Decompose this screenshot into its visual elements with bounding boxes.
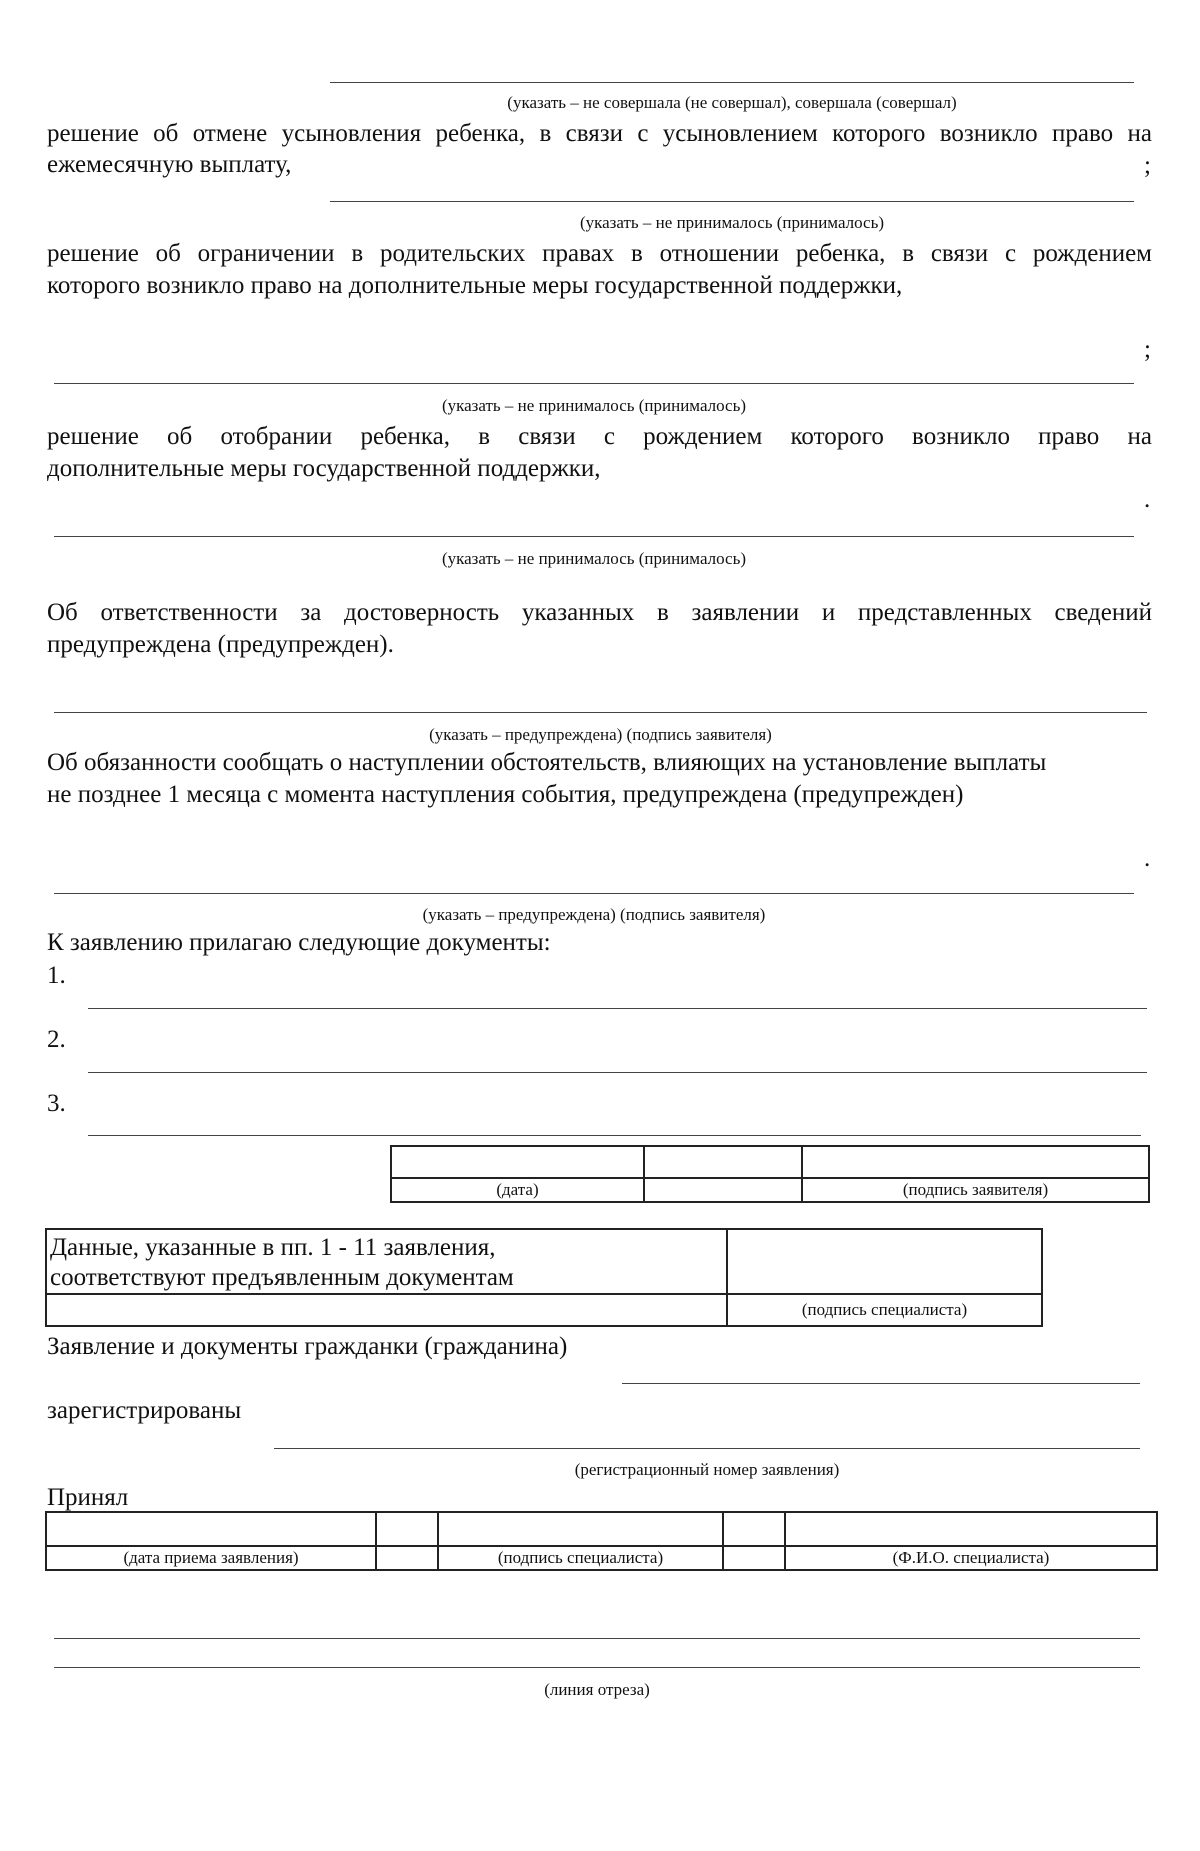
registration-line2: зарегистрированы xyxy=(47,1397,242,1424)
divider-line xyxy=(54,1638,1140,1639)
end-punctuation: . xyxy=(1144,845,1151,872)
fill-line[interactable] xyxy=(54,383,1134,384)
fill-line[interactable] xyxy=(54,536,1134,537)
registration-line1: Заявление и документы гражданки (гражданина) xyxy=(47,1333,568,1360)
attachment-number: 1. xyxy=(47,962,66,989)
signature-cell[interactable] xyxy=(802,1146,1149,1178)
fill-line[interactable] xyxy=(330,82,1134,83)
blank-cell xyxy=(644,1178,802,1202)
specialist-name-hint: (Ф.И.О. специалиста) xyxy=(785,1546,1157,1570)
date-cell[interactable] xyxy=(391,1146,644,1178)
blank-cell xyxy=(46,1294,727,1326)
blank-cell xyxy=(376,1512,438,1546)
signature-hint: (подпись заявителя) xyxy=(802,1178,1149,1202)
attachment-number: 2. xyxy=(47,1026,66,1053)
hint-label: (указать – не совершала (не совершал), совершала (совершал) xyxy=(507,93,957,112)
blank-cell xyxy=(723,1546,785,1570)
attachment-line[interactable] xyxy=(88,1008,1147,1009)
child-removal-line1: решение об отобрании ребенка, в связи с рождением которого возникло право на xyxy=(47,423,1152,450)
verification-line2: соответствуют предъявленным документам xyxy=(50,1264,514,1291)
responsibility-line1: Об ответственности за достоверность указанных в заявлении и представленных сведений xyxy=(47,599,1152,626)
blank-cell xyxy=(644,1146,802,1178)
hint-label: (указать – не принималось (принималось) xyxy=(441,549,747,568)
verification-line1: Данные, указанные в пп. 1 - 11 заявления, xyxy=(50,1234,496,1261)
blank-cell xyxy=(723,1512,785,1546)
adoption-cancel-line1: решение об отмене усыновления ребенка, в связи с усыновлением которого возникло право на xyxy=(47,120,1152,147)
obligation-line1: Об обязанности сообщать о наступлении обстоятельств, влияющих на установление выплаты xyxy=(47,749,1047,776)
specialist-signature-hint: (подпись специалиста) xyxy=(438,1546,723,1570)
hint-label: (указать – не принималось (принималось) xyxy=(441,396,747,415)
attachment-line[interactable] xyxy=(88,1135,1141,1136)
accepted-label: Принял xyxy=(47,1484,129,1511)
child-removal-line2: дополнительные меры государственной поддержки, xyxy=(47,455,601,482)
rights-limit-line1: решение об ограничении в родительских правах в отношении ребенка, в связи с рождением xyxy=(47,240,1152,267)
attachment-line[interactable] xyxy=(88,1072,1147,1073)
rights-limit-line2: которого возникло право на дополнительные меры государственной поддержки, xyxy=(47,272,903,299)
adoption-cancel-line2: ежемесячную выплату, xyxy=(47,151,292,178)
blank-cell xyxy=(376,1546,438,1570)
end-punctuation: ; xyxy=(1144,152,1151,179)
specialist-signature-cell[interactable] xyxy=(438,1512,723,1546)
specialist-signature-hint: (подпись специалиста) xyxy=(727,1294,1042,1326)
accepted-table xyxy=(45,1511,1158,1571)
date-signature-table xyxy=(390,1145,1150,1203)
citizen-name-line[interactable] xyxy=(622,1383,1140,1384)
verification-table xyxy=(45,1228,1043,1327)
hint-label: (указать – предупреждена) (подпись заявителя) xyxy=(422,905,766,924)
acceptance-date-cell[interactable] xyxy=(46,1512,376,1546)
hint-label: (указать – предупреждена) (подпись заявителя) xyxy=(429,725,772,744)
cut-line-hint: (линия отреза) xyxy=(544,1680,650,1699)
obligation-line2: не позднее 1 месяца с момента наступления события, предупреждена (предупрежден) xyxy=(47,781,964,808)
verification-text-cell xyxy=(46,1229,727,1294)
end-punctuation: . xyxy=(1144,486,1151,513)
fill-line[interactable] xyxy=(54,712,1147,713)
hint-label: (указать – не принималось (принималось) xyxy=(579,213,885,232)
registration-number-hint: (регистрационный номер заявления) xyxy=(574,1460,840,1479)
attachments-heading: К заявлению прилагаю следующие документы: xyxy=(47,929,551,956)
registration-number-line[interactable] xyxy=(274,1448,1140,1449)
cut-line xyxy=(54,1667,1140,1668)
attachment-number: 3. xyxy=(47,1090,66,1117)
fill-line[interactable] xyxy=(330,201,1134,202)
end-punctuation: ; xyxy=(1144,336,1151,363)
date-hint: (дата) xyxy=(391,1178,644,1202)
acceptance-date-hint: (дата приема заявления) xyxy=(46,1546,376,1570)
specialist-name-cell[interactable] xyxy=(785,1512,1157,1546)
fill-line[interactable] xyxy=(54,893,1134,894)
responsibility-line2: предупреждена (предупрежден). xyxy=(47,631,394,658)
specialist-signature-cell[interactable] xyxy=(727,1229,1042,1294)
